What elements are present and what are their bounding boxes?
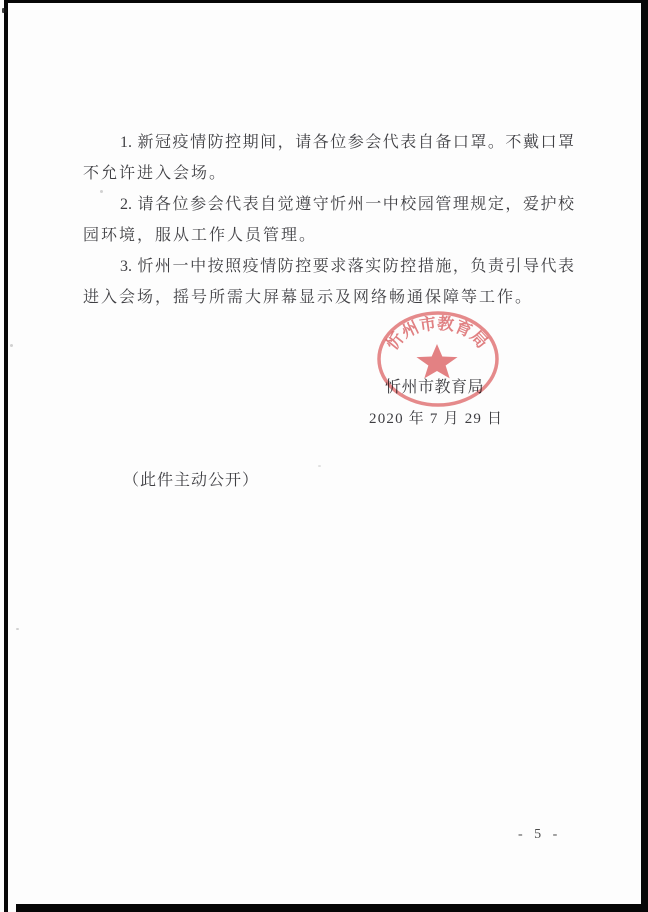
- paragraph-1-line-2: 不允许进入会场。: [83, 165, 228, 182]
- body-text: [83, 127, 574, 313]
- scan-border-right: [641, 0, 648, 912]
- seal-star-icon: [416, 344, 457, 378]
- page-number: - 5 -: [518, 827, 562, 842]
- issue-date: 2020 年 7 月 29 日: [369, 411, 504, 427]
- scan-speck: [2, 8, 7, 13]
- seal-arc-text: 忻州市教育局: [382, 313, 492, 354]
- scan-speck: [318, 465, 321, 467]
- scan-border-bottom: [16, 904, 648, 912]
- scan-border-left: [4, 0, 8, 912]
- disclosure-note: （此件主动公开）: [123, 472, 260, 489]
- paragraph-1-line-1: 1. 新冠疫情防控期间，请各位参会代表自备口罩。不戴口罩: [120, 134, 574, 151]
- paragraph-2-line-1: 2. 请各位参会代表自觉遵守忻州一中校园管理规定，爱护校: [120, 196, 574, 213]
- scan-speck: [10, 344, 13, 347]
- scan-speck: [16, 628, 19, 630]
- scan-border-top: [6, 0, 643, 3]
- paragraph-3-line-2: 进入会场，摇号所需大屏幕显示及网络畅通保障等工作。: [83, 289, 534, 306]
- paragraph-3-line-1: 3. 忻州一中按照疫情防控要求落实防控措施，负责引导代表: [120, 258, 574, 275]
- paragraph-2-line-2: 园环境，服从工作人员管理。: [83, 227, 318, 244]
- scan-speck: [100, 190, 103, 193]
- issuer-name: 忻州市教育局: [385, 379, 485, 396]
